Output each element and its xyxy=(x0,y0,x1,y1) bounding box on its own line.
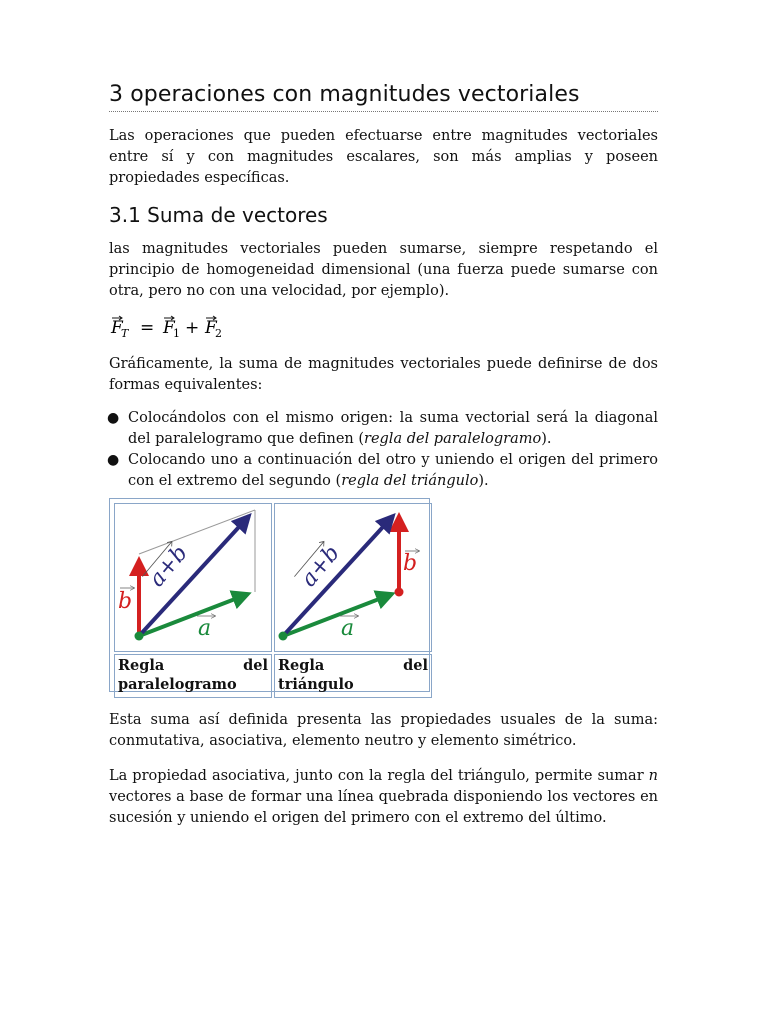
formula-lhs: F xyxy=(111,318,123,338)
vector-a xyxy=(139,594,248,636)
properties-paragraph: Esta suma así definida presenta las propiedades usuales de la suma: conmutativa, asociativa, elemento neutro y elemento simétrico. xyxy=(109,712,658,749)
sum-intro-paragraph: las magnitudes vectoriales pueden sumarse, siempre respetando el principio de homogeneidad dimensional (una fuerza puede sumarse con otra, pero no con una velocidad, por ejemplo). xyxy=(109,241,658,299)
formula-t2: F xyxy=(205,318,217,338)
figure-table xyxy=(112,501,434,700)
vector-sum-figure xyxy=(109,498,430,692)
triangle-diagram-cell xyxy=(274,503,432,652)
document-page xyxy=(109,82,658,829)
section-title: 3 operaciones con magnitudes vectoriales xyxy=(109,82,658,112)
formula-t2-sub: 2 xyxy=(215,327,222,340)
associative-paragraph xyxy=(109,766,658,829)
vector-a xyxy=(283,594,392,636)
graphic-sum-paragraph: Gráficamente, la suma de magnitudes vectoriales puede definirse de dos formas equivalentes: xyxy=(109,356,658,393)
paragraph-text-end: vectores a base de formar una línea quebrada disponiendo los vectores en sucesión y uniendo el origen del primero con el extremo del último. xyxy=(109,789,658,826)
caption-word: del xyxy=(243,657,268,674)
list-item-emphasis: regla del triángulo xyxy=(341,473,479,489)
caption-line: triángulo xyxy=(278,676,354,693)
formula-t1: F xyxy=(163,318,175,338)
list-item-text-end: ). xyxy=(541,431,552,447)
helper-line-top xyxy=(139,510,255,554)
origin-dot xyxy=(135,632,144,641)
triangle-caption xyxy=(274,654,432,698)
paragraph-text: La propiedad asociativa, junto con la regla del triángulo, permite sumar xyxy=(109,768,649,784)
paragraph-variable: n xyxy=(648,768,658,784)
triangle-diagram xyxy=(275,504,431,647)
list-item-text-end: ). xyxy=(478,473,489,489)
label-a: a xyxy=(198,616,212,641)
label-sum: a+b xyxy=(144,540,193,592)
list-item xyxy=(109,408,658,450)
bullet-icon: ● xyxy=(107,410,120,426)
list-item-text: Colocando uno a continuación del otro y uniendo el origen del primero con el extremo del segundo ( xyxy=(128,452,658,489)
list-item-text: Colocándolos con el mismo origen: la suma vectorial será la diagonal del paralelogramo que definen ( xyxy=(128,410,658,447)
bullet-icon: ● xyxy=(107,452,120,468)
caption-word: Regla xyxy=(278,657,325,674)
origin-dot xyxy=(279,632,288,641)
parallelogram-caption xyxy=(114,654,272,698)
label-a: a xyxy=(341,616,355,641)
intro-paragraph: Las operaciones que pueden efectuarse entre magnitudes vectoriales entre sí y con magnitudes escalares, son más amplias y poseen propiedades específicas. xyxy=(109,128,658,186)
label-sum-group xyxy=(292,538,345,593)
label-sum: a+b xyxy=(296,540,345,592)
rules-list xyxy=(109,408,658,492)
label-b: b xyxy=(118,589,133,614)
list-item-emphasis: regla del paralelogramo xyxy=(364,431,542,447)
formula-t1-sub: 1 xyxy=(173,327,180,340)
parallelogram-diagram xyxy=(115,504,271,647)
label-b: b xyxy=(403,551,418,576)
subsection-title: 3.1 Suma de vectores xyxy=(109,203,328,227)
formula-svg xyxy=(109,312,249,342)
parallelogram-diagram-cell xyxy=(114,503,272,652)
formula-lhs-sub: T xyxy=(121,327,129,340)
formula-equals: = xyxy=(140,318,155,338)
junction-dot xyxy=(395,588,404,597)
caption-word: del xyxy=(403,657,428,674)
list-item xyxy=(109,450,658,492)
caption-word: Regla xyxy=(118,657,165,674)
caption-line: paralelogramo xyxy=(118,676,237,693)
vector-sum-formula xyxy=(109,312,658,342)
formula-plus: + xyxy=(185,318,200,338)
